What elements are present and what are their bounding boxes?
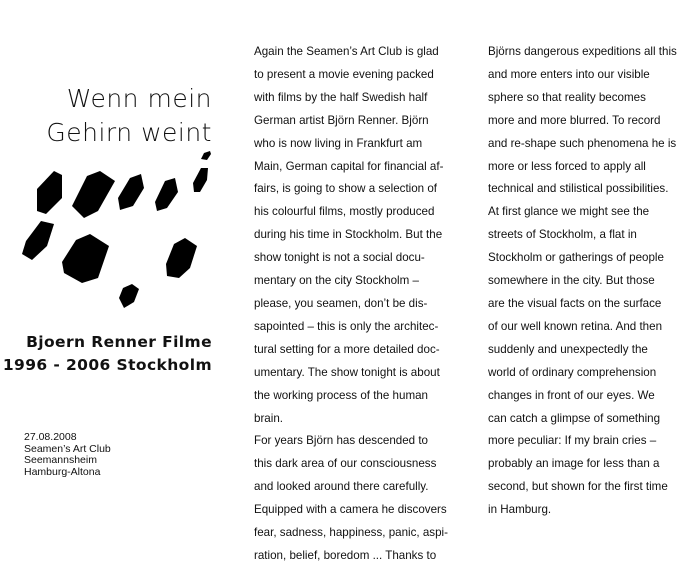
text-line: his colourful films, mostly produced xyxy=(254,205,435,219)
text-line: show tonight is not a social docu- xyxy=(254,251,425,265)
text-line: ration, belief, boredom ... Thanks to xyxy=(254,548,437,562)
event-info xyxy=(24,432,111,478)
text-line: world of ordinary comprehension xyxy=(488,365,657,379)
text-line: probably an image for less than a xyxy=(488,457,660,471)
text-line: fear, sadness, happiness, panic, aspi- xyxy=(254,526,448,540)
hexagon-shape xyxy=(62,234,109,283)
text-line: umentary. The show tonight is about xyxy=(254,365,440,379)
event-organizer: Seamen’s Art Club xyxy=(24,442,111,455)
text-column-2 xyxy=(488,41,693,522)
text-line: At first glance we might see the xyxy=(488,205,650,219)
text-line: fairs, is going to show a selection of xyxy=(254,182,438,196)
text-line: brain. xyxy=(254,411,284,425)
text-line: Björns dangerous expeditions all this xyxy=(488,45,677,58)
hexagon-shape xyxy=(118,174,144,210)
text-line: sapointed – this is only the architec- xyxy=(254,319,439,333)
text-line: changes in front of our eyes. We xyxy=(488,388,655,402)
hexagon-shape xyxy=(119,284,139,308)
flyer-subtitle xyxy=(3,331,212,377)
hexagon-shapes-graphic xyxy=(20,148,220,318)
text-line: more and more blurred. To record xyxy=(488,113,661,127)
text-line: German artist Björn Renner. Björn xyxy=(254,113,429,127)
text-line: can catch a glimpse of something xyxy=(488,411,661,425)
hexagon-shape xyxy=(155,178,178,211)
text-line: in Hamburg. xyxy=(488,503,552,517)
text-line: sphere so that reality becomes xyxy=(488,90,646,104)
hexagon-shape xyxy=(72,171,115,218)
text-line: Equipped with a camera he discovers xyxy=(254,503,447,517)
text-line: second, but shown for the first time xyxy=(488,480,668,494)
text-line: are the visual facts on the surface xyxy=(488,296,662,310)
text-line: to present a movie evening packed xyxy=(254,67,434,81)
text-column-1 xyxy=(254,41,464,568)
text-line: the working process of the human xyxy=(254,388,429,402)
text-line: Stockholm or gatherings of people xyxy=(488,251,664,265)
text-line: and looked around there carefully. xyxy=(254,480,429,494)
hexagon-shape xyxy=(22,221,54,260)
text-line: please, you seamen, don’t be dis- xyxy=(254,296,428,310)
text-line: Main, German capital for financial af- xyxy=(254,159,444,173)
text-line: streets of Stockholm, a flat in xyxy=(488,228,637,242)
text-line: and re-shape such phenomena he is xyxy=(488,136,677,150)
text-line: of our well known retina. And then xyxy=(488,319,663,333)
event-location: Hamburg-Altona xyxy=(24,465,101,478)
text-line: suddenly and unexpectedly the xyxy=(488,342,648,356)
subtitle-line-1: Bjoern Renner Filme xyxy=(26,333,212,351)
hexagon-shape xyxy=(166,238,197,278)
text-line: Again the Seamen’s Art Club is glad xyxy=(254,45,439,58)
text-line: more or less forced to apply all xyxy=(488,159,646,173)
text-line: more peculiar: If my brain cries – xyxy=(488,434,657,448)
text-line: who is now living in Frankfurt am xyxy=(254,136,423,150)
hexagon-shape xyxy=(193,168,208,192)
title-line-1: Wenn mein xyxy=(66,84,212,113)
text-line: this dark area of our consciousness xyxy=(254,457,437,471)
text-line: tural setting for a more detailed doc- xyxy=(254,342,440,356)
hexagon-shape xyxy=(201,151,211,160)
text-line: technical and stilistical possibilities. xyxy=(488,182,669,196)
text-line: mentary on the city Stockholm – xyxy=(254,274,419,288)
flyer-title xyxy=(46,82,212,150)
hexagon-shape xyxy=(37,171,62,214)
event-date: 27.08.2008 xyxy=(24,431,77,443)
subtitle-line-2: 1996 - 2006 Stockholm xyxy=(2,356,212,374)
text-line: during his time in Stockholm. But the xyxy=(254,228,443,242)
text-line: For years Björn has descended to xyxy=(254,434,429,448)
text-line: and more enters into our visible xyxy=(488,67,650,81)
text-line: with films by the half Swedish half xyxy=(254,90,428,104)
text-line: somewhere in the city. But those xyxy=(488,274,655,288)
event-venue: Seemannsheim xyxy=(24,454,97,466)
title-line-2: Gehirn weint xyxy=(46,118,212,147)
